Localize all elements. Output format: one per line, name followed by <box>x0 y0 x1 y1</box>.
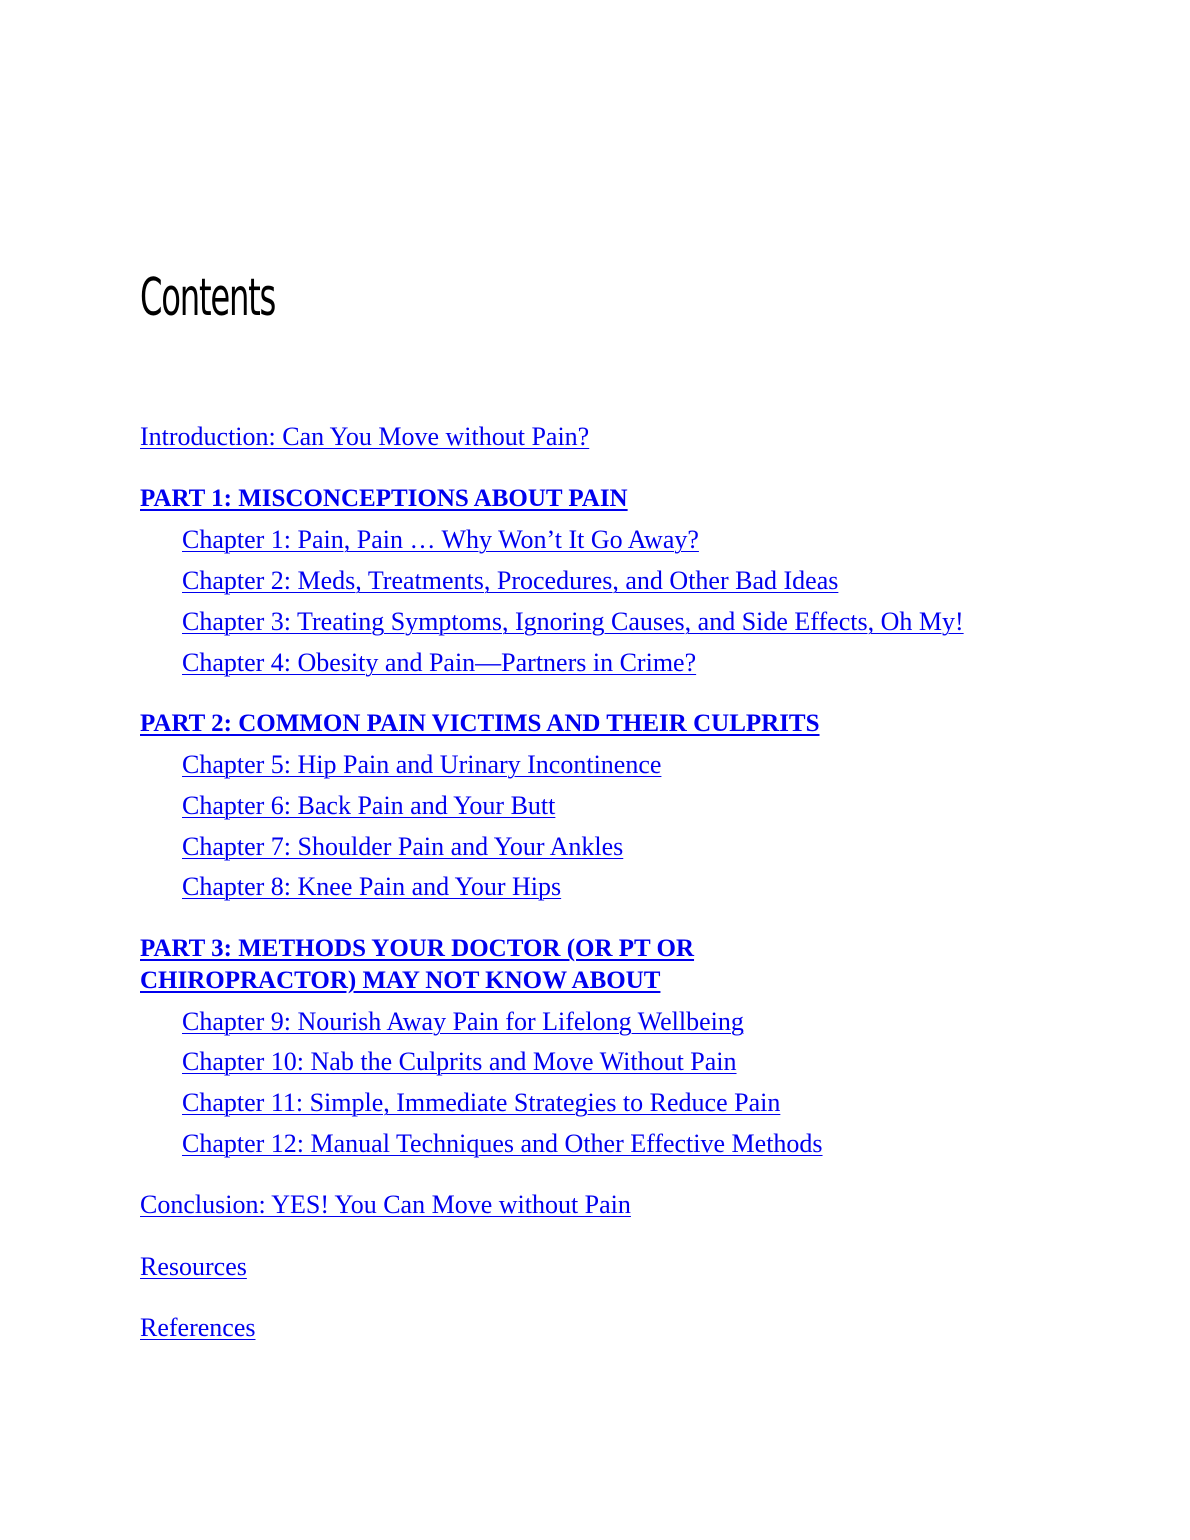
toc-link-chapter-7[interactable]: Chapter 7: Shoulder Pain and Your Ankles <box>182 832 624 861</box>
toc-link-part-3-line-2[interactable]: CHIROPRACTOR) MAY NOT KNOW ABOUT <box>140 967 661 994</box>
toc-link-part-2[interactable]: PART 2: COMMON PAIN VICTIMS AND THEIR CULPRITS <box>140 710 820 737</box>
toc-link-chapter-10[interactable]: Chapter 10: Nab the Culprits and Move Without Pain <box>182 1047 737 1076</box>
toc-link-chapter-8[interactable]: Chapter 8: Knee Pain and Your Hips <box>182 872 562 901</box>
toc-link-chapter-9[interactable]: Chapter 9: Nourish Away Pain for Lifelong Wellbeing <box>182 1007 744 1036</box>
toc-link-chapter-3[interactable]: Chapter 3: Treating Symptoms, Ignoring Causes, and Side Effects, Oh My! <box>182 607 964 636</box>
toc-link-chapter-11[interactable]: Chapter 11: Simple, Immediate Strategies to Reduce Pain <box>182 1088 781 1117</box>
toc-link-chapter-5[interactable]: Chapter 5: Hip Pain and Urinary Incontinence <box>182 750 662 779</box>
toc-link-part-3-line-1[interactable]: PART 3: METHODS YOUR DOCTOR (OR PT OR <box>140 935 695 962</box>
toc-link-part-1[interactable]: PART 1: MISCONCEPTIONS ABOUT PAIN <box>140 485 628 512</box>
toc-link-introduction[interactable]: Introduction: Can You Move without Pain? <box>140 422 590 451</box>
toc-link-conclusion[interactable]: Conclusion: YES! You Can Move without Pain <box>140 1190 631 1219</box>
toc-link-resources[interactable]: Resources <box>140 1252 247 1281</box>
page-title: Contents <box>140 268 276 328</box>
toc-link-chapter-12[interactable]: Chapter 12: Manual Techniques and Other Effective Methods <box>182 1129 823 1158</box>
toc-link-chapter-6[interactable]: Chapter 6: Back Pain and Your Butt <box>182 791 556 820</box>
toc-link-chapter-1[interactable]: Chapter 1: Pain, Pain … Why Won’t It Go Away? <box>182 525 699 554</box>
toc-link-chapter-2[interactable]: Chapter 2: Meds, Treatments, Procedures, and Other Bad Ideas <box>182 566 839 595</box>
toc-link-chapter-4[interactable]: Chapter 4: Obesity and Pain—Partners in Crime? <box>182 648 697 677</box>
toc-link-references[interactable]: References <box>140 1313 256 1342</box>
